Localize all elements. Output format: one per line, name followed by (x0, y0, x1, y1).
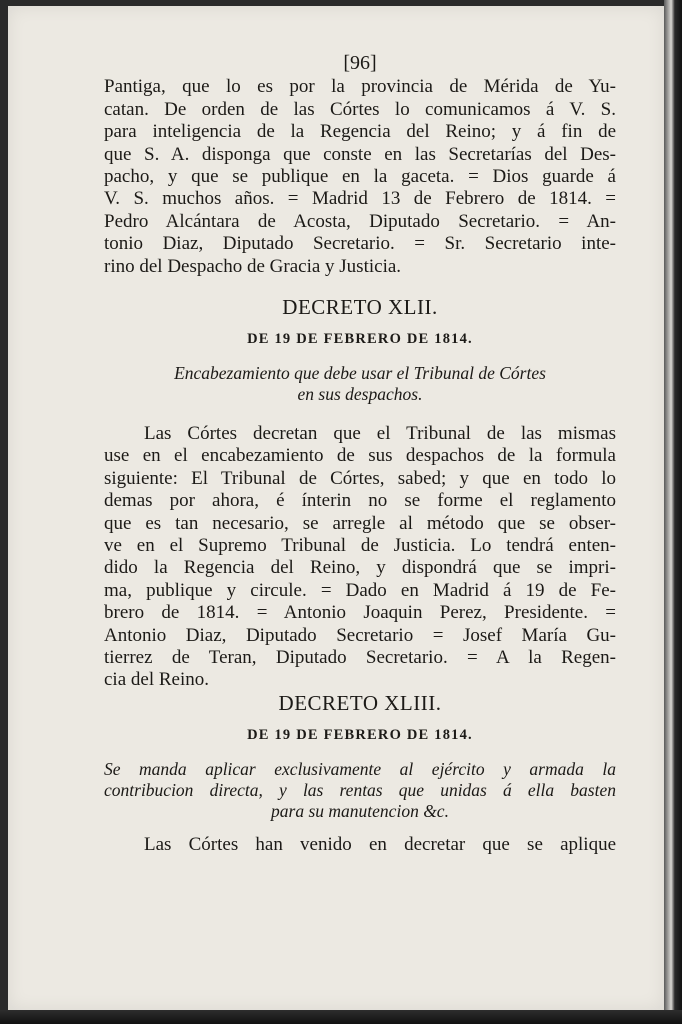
text-line: para inteligencia de la Regencia del Reino; y á fin de (104, 121, 616, 143)
text-line: que es tan necesario, se arregle al método que se obser- (104, 512, 616, 534)
text-line: ve en el Supremo Tribunal de Justicia. Lo tendrá enten- (104, 534, 616, 556)
decree-42-caption (104, 363, 616, 405)
text-line: dido la Regencia del Reino, y dispondrá que se impri- (104, 557, 616, 579)
decree-43-heading: DECRETO XLIII. (278, 690, 442, 715)
text-line: Pantiga, que lo es por la provincia de Mérida de Yu- (104, 76, 616, 98)
caption-line: Se manda aplicar exclusivamente al ejército y armada la (104, 758, 616, 779)
caption-line: en sus despachos. (297, 383, 423, 404)
page-edge (664, 0, 682, 1024)
text-line: cia del Reino. (104, 669, 209, 691)
decree-42-date: DE 19 DE FEBRERO DE 1814. (247, 331, 473, 348)
text-line: Las Córtes han venido en decretar que se aplique (144, 833, 616, 855)
caption-line: Encabezamiento que debe usar el Tribunal de Córtes (174, 362, 546, 383)
text-line: brero de 1814. = Antonio Joaquin Perez, Presidente. = (104, 602, 616, 624)
decree-42-body (104, 423, 616, 692)
caption-line: contribucion directa, y las rentas que unidas á ella basten (104, 779, 616, 800)
text-line: Antonio Diaz, Diputado Secretario = Josef María Gu- (104, 624, 616, 646)
text-line: demas por ahora, é ínterin no se forme el reglamento (104, 490, 616, 512)
text-line: catan. De orden de las Córtes lo comunicamos á V. S. (104, 98, 616, 120)
text-line: tierrez de Teran, Diputado Secretario. = A la Regen- (104, 646, 616, 668)
text-line: pacho, y que se publique en la gaceta. = Dios guarde á (104, 166, 616, 188)
text-line: V. S. muchos años. = Madrid 13 de Febrero de 1814. = (104, 188, 616, 210)
text-line: siguiente: El Tribunal de Córtes, sabed; y que en todo lo (104, 467, 616, 489)
text-line: Pedro Alcántara de Acosta, Diputado Secretario. = An- (104, 210, 616, 232)
text-line: que S. A. disponga que conste en las Secretarías del Des- (104, 143, 616, 165)
decree-43-date: DE 19 DE FEBRERO DE 1814. (247, 727, 473, 744)
decree-42-heading: DECRETO XLII. (282, 295, 438, 320)
page-text (104, 52, 616, 856)
text-line: use en el encabezamiento de sus despachos de la formula (104, 445, 616, 467)
text-line: Las Córtes decretan que el Tribunal de las mismas (144, 422, 616, 444)
text-line: tonio Diaz, Diputado Secretario. = Sr. Secretario inte- (104, 233, 616, 255)
decree-43-body (104, 834, 616, 856)
page-bottom-edge (0, 1010, 682, 1024)
intro-paragraph (104, 76, 616, 278)
decree-43-caption (104, 759, 616, 822)
caption-line: para su manutencion &c. (271, 800, 449, 821)
text-line: rino del Despacho de Gracia y Justicia. (104, 255, 402, 277)
page-number: [96] (343, 52, 377, 74)
text-line: ma, publique y circule. = Dado en Madrid á 19 de Fe- (104, 579, 616, 601)
